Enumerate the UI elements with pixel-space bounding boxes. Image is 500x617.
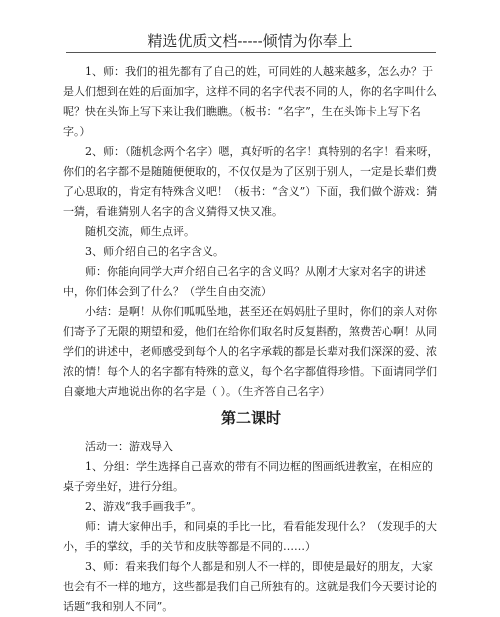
paragraph-name-meaning: 2、师：（随机念两个名字）嗯，真好听的名字！真特别的名字！看来呀，你们的名字都不是随随便便取的，不仅仅是为了区别于别人，一定是长辈们费了心思取的，肯定有特殊含义吧！（板书：“含义”）下面，我们做个游戏：猜一猜，看谁猜别人名字的含义猜得又快又准。 xyxy=(63,145,439,218)
activity-heading: 活动一：游戏导入 xyxy=(85,440,173,453)
paragraph-summary: 小结：是啊！从你们呱呱坠地，甚至还在妈妈肚子里时，你们的亲人对你们寄予了无限的期望和爱，他们在给你们取名时反复斟酌，煞费苦心啊！从同学们的讲述中，老师感受到每个人的名字承载的都是长辈对我们深深的爱、浓浓的情！每个人的名字都有特殊的意义，每个名字都值得珍惜。下面请同学们自豪地大声地说出你的名字是（ ）。（生齐答自己名字） xyxy=(63,305,437,398)
paragraph-exchange: 随机交流，师生点评。 xyxy=(85,225,195,238)
header-divider xyxy=(66,52,436,53)
paragraph-compare-hands: 师：请大家伸出手，和同桌的手比一比，看看能发现什么？（发现手的大小，手的掌纹，手的关节和皮肤等都是不同的……） xyxy=(63,520,437,553)
paragraph-name-writing: 1、师：我们的祖先都有了自己的姓，可同姓的人越来越多，怎么办？于是人们想到在姓的后面加字，这样不同的名字代表不同的人，你的名字叫什么呢？快在头饰上写下来让我们瞧瞧。（板书：“名字”，生在头饰卡上写下名字。） xyxy=(63,65,437,138)
paragraph-question: 师：你能向同学大声介绍自己名字的含义吗？从刚才大家对名字的讲述中，你们体会到了什么？（学生自由交流） xyxy=(63,265,426,298)
lesson-heading: 第二课时 xyxy=(220,409,281,427)
page-header: 精选优质文档-----倾情为你奉上 xyxy=(147,32,353,50)
document-body xyxy=(63,62,439,617)
paragraph-grouping: 1、分组：学生选择自己喜欢的带有不同边框的图画纸进教室，在相应的桌子旁坐好，进行分组。 xyxy=(63,460,433,493)
paragraph-game: 2、游戏“我手画我手”。 xyxy=(85,500,203,513)
paragraph-topic: 3、师：看来我们每个人都是和别人不一样的，即使是最好的朋友，大家也会有不一样的地方，这些都是我们自己所独有的。这就是我们今天要讨论的话题“我和别人不同”。 xyxy=(63,560,437,613)
paragraph-teacher-intro: 3、师介绍自己的名字含义。 xyxy=(85,245,224,258)
